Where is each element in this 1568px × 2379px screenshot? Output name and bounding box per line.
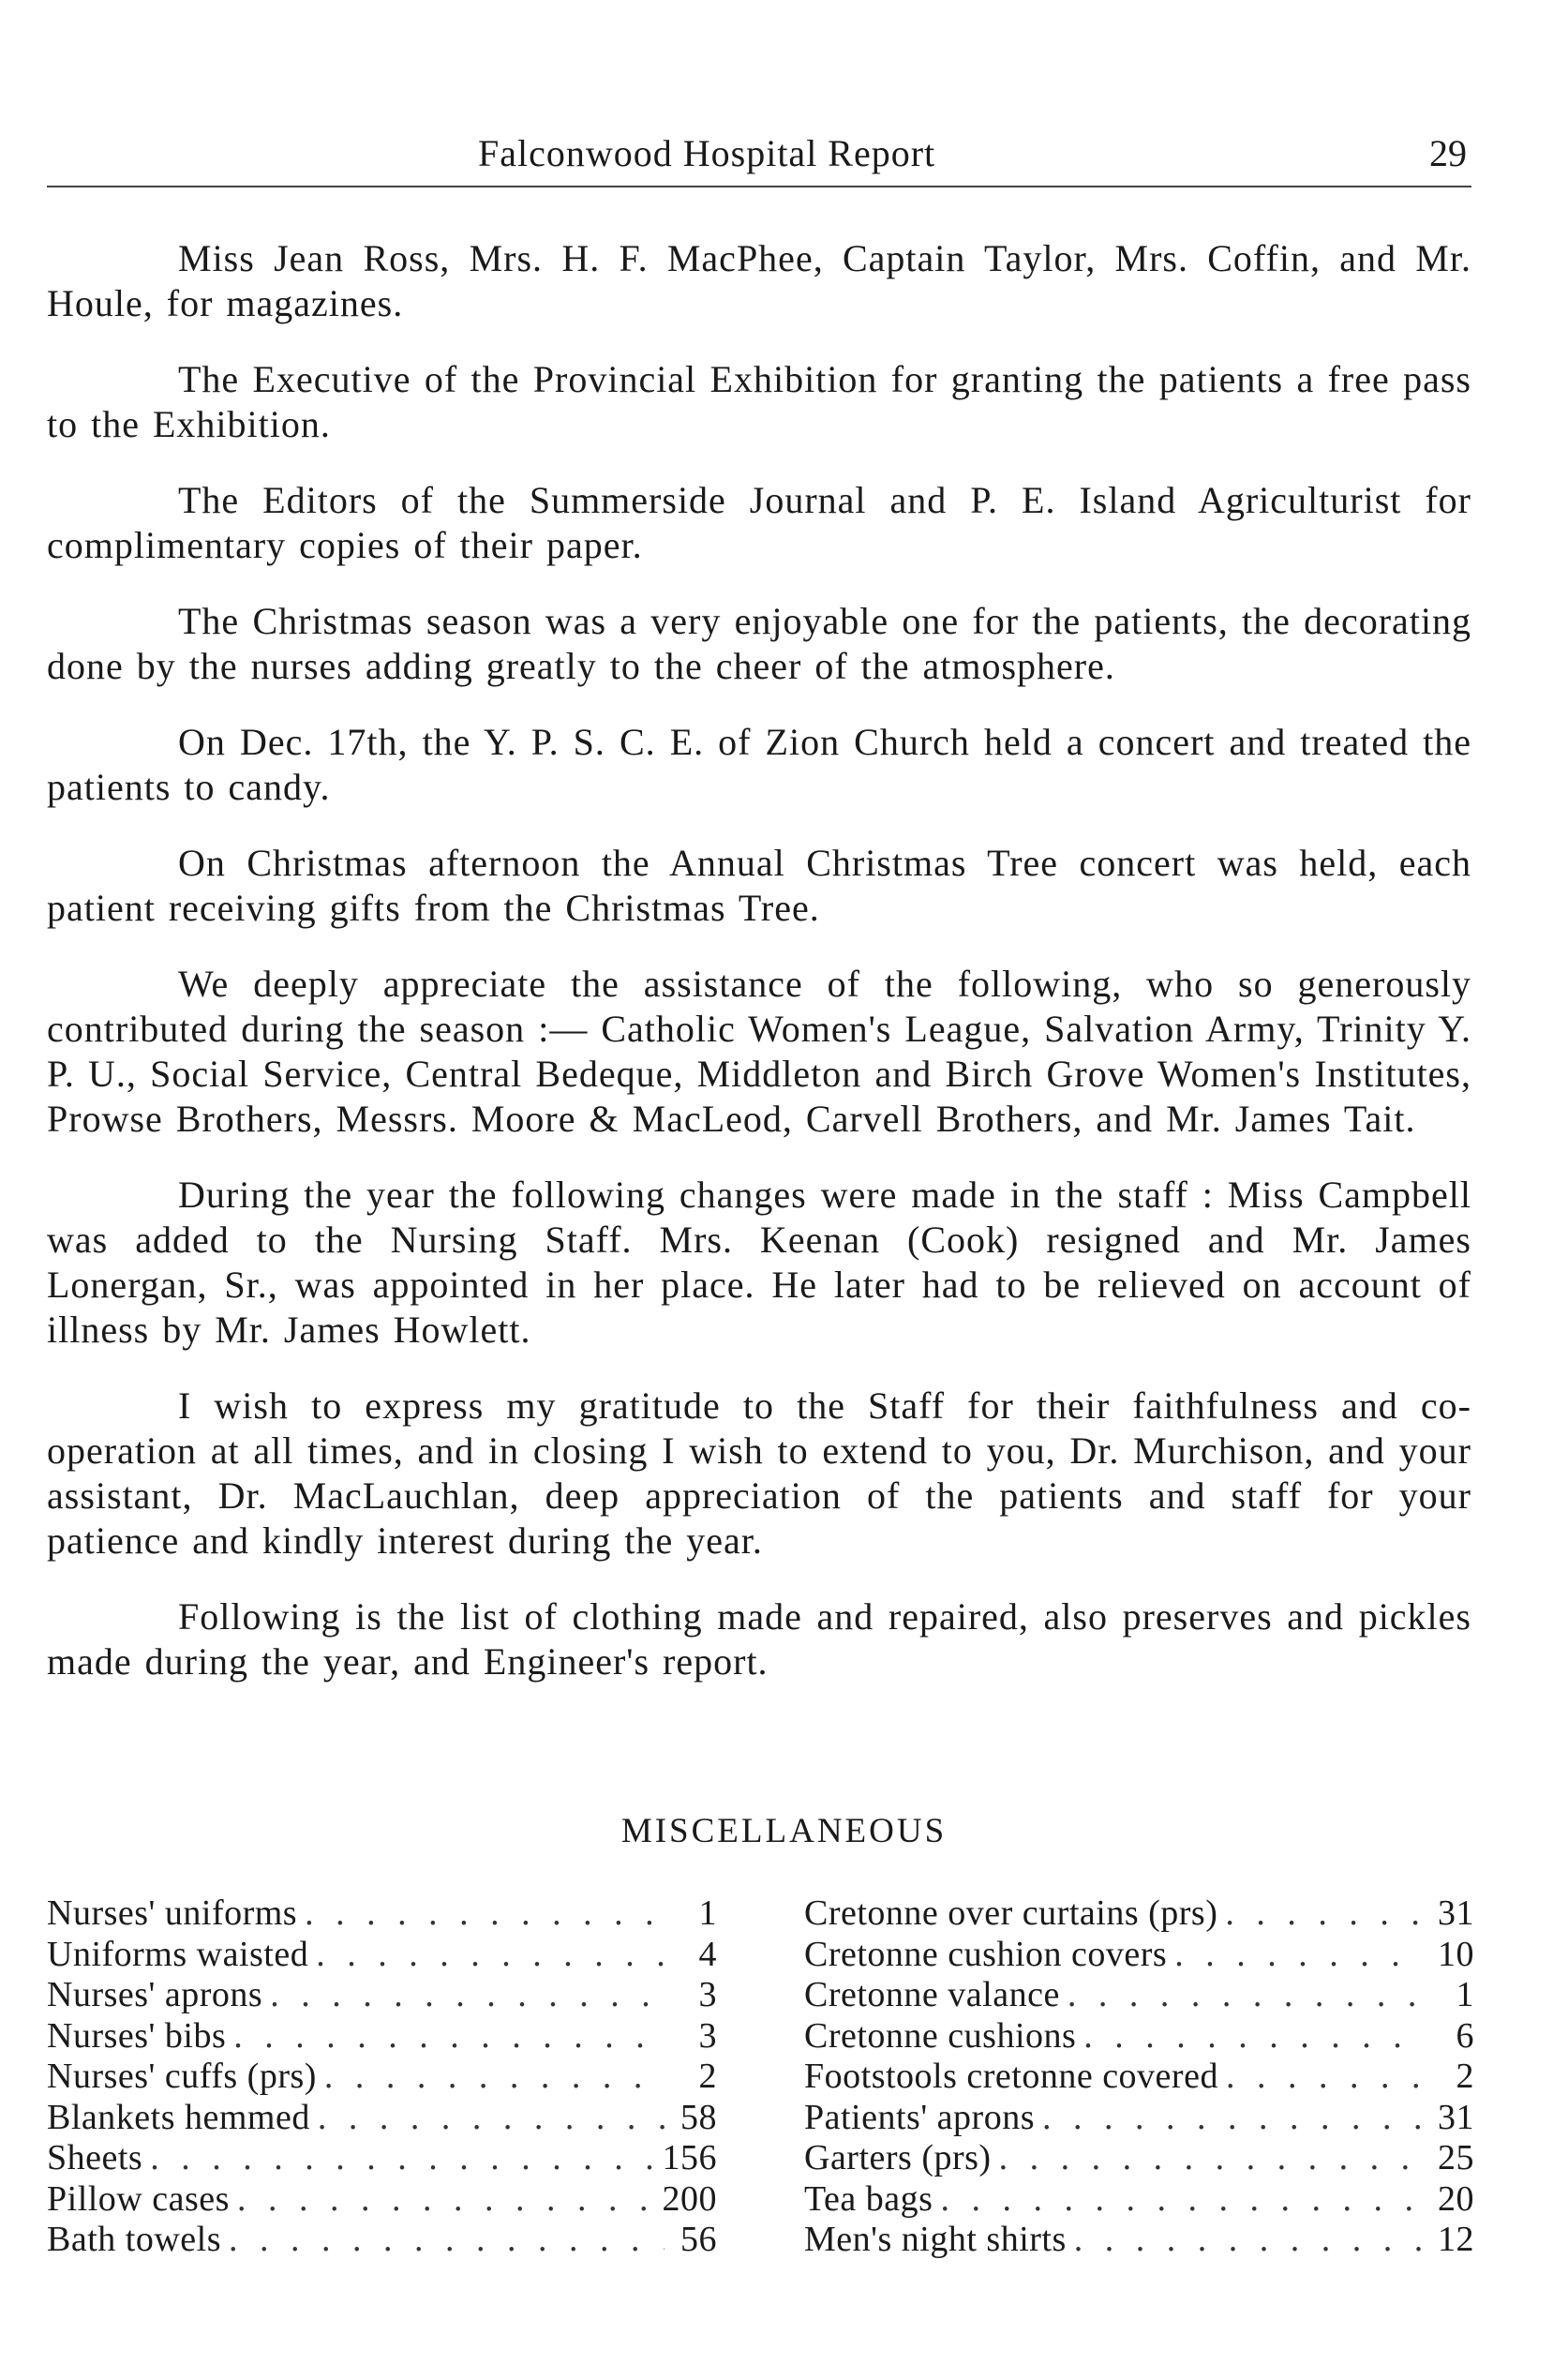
item-label: Nurses' bibs: [47, 2015, 227, 2056]
item-count: 3: [698, 2015, 717, 2056]
item-label: Cretonne valance: [804, 1975, 1060, 2014]
item-label: Nurses' aprons: [47, 1975, 263, 2014]
paragraph-zion-concert: On Dec. 17th, the Y. P. S. C. E. of Zion Church held a concert and treated the patients to candy.: [47, 721, 1471, 808]
page-number: 29: [1429, 132, 1467, 174]
item-label: Nurses' cuffs (prs): [47, 2057, 317, 2096]
item-count: 31: [1438, 1893, 1474, 1933]
header-rule: [47, 186, 1471, 187]
item-label: Bath towels: [47, 2220, 221, 2259]
paragraph-exhibition: The Executive of the Provincial Exhibition for granting the patients a free pass to the Exhibition.: [47, 358, 1471, 445]
item-count: 31: [1438, 2097, 1474, 2137]
paragraph-contributors: We deeply appreciate the assistance of the following, who so generously contributed during the season :— Catholic Women's League, Salvation Army, Trinity Y. P. U., Social Service, Central Bedeque, Middleton and Birch Grove Women's Institutes, Prowse Brothers, Messrs. Moore & MacLeod, Carvell Brothers, and Mr. James Tait.: [47, 963, 1471, 1140]
item-label: Men's night shirts: [804, 2220, 1067, 2259]
item-count: 156: [662, 2138, 717, 2177]
item-count: 2: [1456, 2057, 1474, 2096]
miscellaneous-list-left: [47, 1893, 717, 2261]
list-item: [47, 2057, 717, 2098]
list-item: [47, 2098, 717, 2139]
list-item: [47, 2220, 717, 2261]
item-count: 1: [698, 1893, 717, 1933]
item-count: 10: [1438, 1934, 1474, 1974]
list-item: [804, 1893, 1474, 1935]
item-count: 56: [680, 2220, 717, 2259]
leader-dots: [1225, 1893, 1422, 1935]
paragraph-editors: The Editors of the Summerside Journal and P. E. Island Agriculturist for complimentary copies of their paper.: [47, 479, 1471, 566]
miscellaneous-list-right: [804, 1893, 1474, 2261]
item-label: Nurses' uniforms: [47, 1893, 298, 1933]
item-label: Garters (prs): [804, 2138, 992, 2177]
item-label: Pillow cases: [47, 2178, 230, 2219]
list-item: [804, 1975, 1474, 2016]
item-count: 12: [1438, 2220, 1474, 2259]
leader-dots: [270, 1975, 665, 2016]
paragraph-christmas-tree: On Christmas afternoon the Annual Christmas Tree concert was held, each patient receiving gifts from the Christmas Tree.: [47, 842, 1471, 929]
list-item: [47, 2016, 717, 2057]
section-heading: MISCELLANEOUS: [620, 1812, 948, 1850]
leader-dots: [316, 1935, 665, 1976]
leader-dots: [237, 2179, 655, 2221]
list-item: [804, 2179, 1474, 2221]
item-label: Tea bags: [804, 2178, 933, 2219]
item-count: 3: [698, 1975, 717, 2014]
item-label: Blankets hemmed: [47, 2097, 310, 2137]
running-header: [47, 131, 1471, 187]
leader-dots: [150, 2138, 654, 2179]
item-count: 2: [698, 2057, 717, 2096]
leader-dots: [229, 2220, 665, 2261]
leader-dots: [1042, 2098, 1422, 2139]
leader-dots: [1074, 2220, 1422, 2261]
list-item: [804, 2057, 1474, 2098]
body-text: [47, 236, 1471, 1715]
item-label: Cretonne cushions: [804, 2015, 1077, 2056]
paragraph-staff-changes: During the year the following changes were made in the staff : Miss Campbell was added to the Nursing Staff. Mrs. Keenan (Cook) resigned and Mr. James Lonergan, Sr., was appointed in her place. He later had to be relieved on account of illness by Mr. James Howlett.: [47, 1174, 1471, 1351]
item-count: 1: [1456, 1975, 1474, 2014]
list-item: [804, 2016, 1474, 2057]
leader-dots: [1174, 1935, 1422, 1976]
item-label: Footstools cretonne covered: [804, 2057, 1218, 2096]
paragraph-list-intro: Following is the list of clothing made and repaired, also preserves and pickles made during the year, and Engineer's report.: [47, 1595, 1471, 1683]
item-label: Sheets: [47, 2138, 143, 2177]
item-label: Patients' aprons: [804, 2097, 1035, 2137]
item-count: 200: [662, 2178, 717, 2219]
list-item: [47, 2179, 717, 2221]
list-item: [47, 1935, 717, 1976]
leader-dots: [999, 2138, 1422, 2179]
list-item: [804, 2098, 1474, 2139]
list-item: [804, 1935, 1474, 1976]
list-item: [47, 2138, 717, 2179]
report-title: Falconwood Hospital Report: [478, 132, 936, 174]
item-label: Cretonne cushion covers: [804, 1934, 1168, 1974]
paragraph-gratitude: I wish to express my gratitude to the Staff for their faithfulness and co-operation at all times, and in closing I wish to extend to you, Dr. Murchison, and your assistant, Dr. MacLauchlan, deep appreciation of the patients and staff for your patience and kindly interest during the year.: [47, 1384, 1471, 1562]
paragraph-magazines: Miss Jean Ross, Mrs. H. F. MacPhee, Captain Taylor, Mrs. Coffin, and Mr. Houle, for magazines.: [47, 237, 1471, 324]
item-label: Cretonne over curtains (prs): [804, 1893, 1218, 1933]
leader-dots: [233, 2016, 665, 2057]
leader-dots: [1083, 2016, 1422, 2057]
leader-dots: [1226, 2057, 1422, 2098]
list-item: [47, 1975, 717, 2016]
list-item: [47, 1893, 717, 1935]
leader-dots: [318, 2098, 665, 2139]
item-label: Uniforms waisted: [47, 1934, 309, 1974]
list-item: [804, 2220, 1474, 2261]
list-item: [804, 2138, 1474, 2179]
paragraph-christmas-season: The Christmas season was a very enjoyable one for the patients, the decorating done by the nurses adding greatly to the cheer of the atmosphere.: [47, 600, 1471, 687]
leader-dots: [305, 1893, 665, 1935]
item-count: 6: [1456, 2015, 1474, 2056]
item-count: 25: [1438, 2138, 1474, 2177]
leader-dots: [324, 2057, 665, 2098]
leader-dots: [1068, 1975, 1422, 2016]
leader-dots: [940, 2179, 1422, 2221]
item-count: 58: [680, 2097, 717, 2137]
item-count: 20: [1438, 2178, 1474, 2219]
item-count: 4: [698, 1934, 717, 1974]
